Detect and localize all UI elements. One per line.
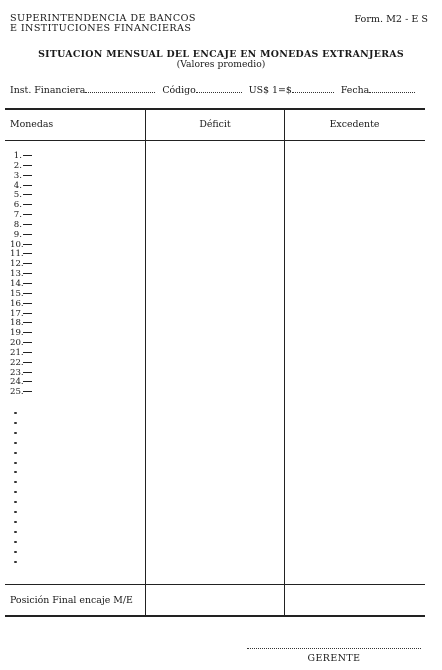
row-dash: [23, 372, 32, 373]
continuation-dot: [14, 452, 17, 454]
row-dash: [23, 283, 32, 284]
table-bottom-border: [5, 615, 425, 617]
row-number-label: 21.: [10, 347, 24, 358]
row-number-label: 22.: [10, 357, 24, 368]
row-number-label: 9.: [13, 229, 22, 240]
row-dash: [23, 332, 32, 333]
row-number: [10, 388, 32, 398]
inst-financiera-label: Inst. Financiera: [10, 85, 86, 96]
row-dash: [23, 293, 32, 294]
header-monedas: Monedas: [10, 119, 54, 130]
row-number-label: 5.: [13, 190, 22, 201]
continuation-dot: [14, 531, 17, 533]
row-dash: [23, 214, 32, 215]
codigo-label: Código: [162, 85, 196, 96]
row-number-label: 25.: [10, 387, 24, 398]
document-title: SITUACION MENSUAL DEL ENCAJE EN MONEDAS EXTRANJERAS: [38, 49, 404, 60]
continuation-dot: [14, 432, 17, 434]
row-number-label: 4.: [13, 180, 22, 191]
row-dash: [23, 175, 32, 176]
gerente-label: GERENTE: [307, 653, 361, 664]
row-dash: [23, 253, 32, 254]
row-number-label: 10.: [10, 239, 24, 250]
row-number-label: 15.: [10, 288, 24, 299]
row-dash: [23, 244, 32, 245]
continuation-dot: [14, 491, 17, 493]
row-number-label: 6.: [13, 200, 22, 211]
row-number-label: 24.: [10, 377, 24, 388]
row-dash: [23, 352, 32, 353]
row-number-label: 19.: [10, 328, 24, 339]
row-dash: [23, 322, 32, 323]
continuation-dot: [14, 501, 17, 503]
row-dash: [23, 155, 32, 156]
row-dash: [23, 342, 32, 343]
row-dash: [23, 263, 32, 264]
table-body-border: [5, 584, 425, 585]
continuation-dot: [14, 551, 17, 553]
signature-line[interactable]: [247, 648, 421, 649]
table-top-border: [5, 108, 425, 110]
row-number-label: 2.: [13, 160, 22, 171]
row-dash: [23, 165, 32, 166]
header-fields: [10, 84, 415, 96]
continuation-dot: [14, 471, 17, 473]
row-dash: [23, 381, 32, 382]
row-dash: [23, 185, 32, 186]
continuation-dot: [14, 521, 17, 523]
institution-line-1: SUPERINTENDENCIA DE BANCOS: [10, 13, 196, 24]
usd-rate-field[interactable]: [292, 84, 334, 93]
codigo-field[interactable]: [196, 84, 242, 93]
fecha-label: Fecha: [340, 85, 370, 96]
document-subtitle: (Valores promedio): [176, 59, 266, 70]
row-number-label: 17.: [10, 308, 24, 319]
continuation-dot: [14, 422, 17, 424]
inst-financiera-field[interactable]: [85, 84, 155, 93]
row-number-label: 13.: [10, 269, 24, 280]
row-number-label: 8.: [13, 219, 22, 230]
continuation-dot: [14, 442, 17, 444]
row-dash: [23, 313, 32, 314]
continuation-dot: [14, 511, 17, 513]
row-number-label: 23.: [10, 367, 24, 378]
currency-rows: [10, 152, 32, 398]
row-number-label: 18.: [10, 318, 24, 329]
continuation-dot: [14, 561, 17, 563]
row-number-label: 11.: [10, 249, 24, 260]
posicion-final-label: Posición Final encaje M/E: [10, 595, 133, 606]
row-number-label: 7.: [13, 210, 22, 221]
continuation-dot: [14, 462, 17, 464]
posicion-final-deficit-cell[interactable]: [147, 587, 283, 614]
row-number-label: 1.: [13, 151, 22, 161]
column-divider-1: [145, 108, 146, 616]
row-dash: [23, 273, 32, 274]
row-dash: [23, 224, 32, 225]
institution-line-2: E INSTITUCIONES FINANCIERAS: [10, 23, 192, 34]
form-code: Form. M2 - E S: [354, 14, 428, 25]
institution-name: [10, 14, 196, 34]
row-dash: [23, 303, 32, 304]
row-number-label: 14.: [10, 278, 24, 289]
row-number-label: 20.: [10, 338, 24, 349]
continuation-dot: [14, 481, 17, 483]
header-excedente: Excedente: [329, 119, 380, 130]
row-dash: [23, 204, 32, 205]
continuation-dot: [14, 412, 17, 414]
table-header-border: [5, 140, 425, 141]
row-dash: [23, 194, 32, 195]
row-dash: [23, 362, 32, 363]
fecha-field[interactable]: [369, 84, 415, 93]
row-dash: [23, 391, 32, 392]
row-dash: [23, 234, 32, 235]
header-deficit: Déficit: [199, 119, 231, 130]
column-divider-2: [284, 108, 285, 616]
usd-rate-label: US$ 1=$: [248, 85, 292, 96]
row-number-label: 3.: [13, 170, 22, 181]
row-number-label: 16.: [10, 298, 24, 309]
continuation-dot: [14, 541, 17, 543]
row-number-label: 12.: [10, 259, 24, 270]
posicion-final-excedente-cell[interactable]: [286, 587, 424, 614]
